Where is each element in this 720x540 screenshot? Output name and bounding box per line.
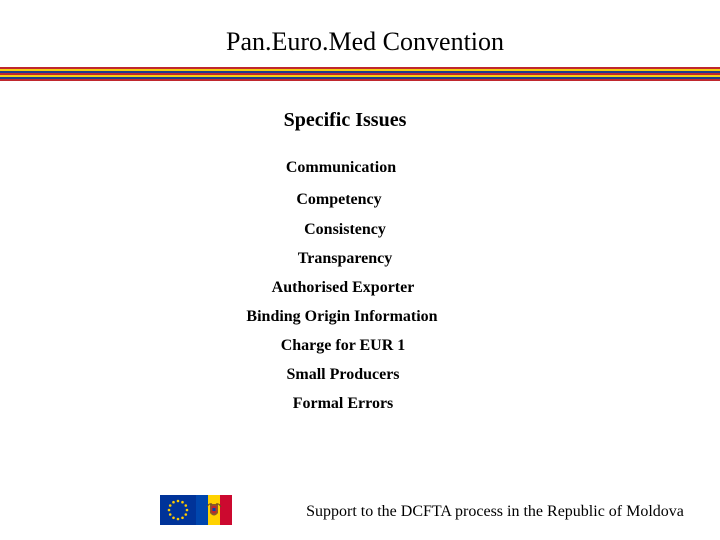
eu-flag-icon <box>160 495 196 525</box>
moldova-flag-icon <box>196 495 232 525</box>
eu-moldova-flags-logo <box>160 495 232 525</box>
issue-item: Binding Origin Information <box>246 308 438 325</box>
issue-item: Small Producers <box>286 366 400 383</box>
section-heading: Specific Issues <box>283 109 407 131</box>
issue-item: Authorised Exporter <box>271 279 415 296</box>
issue-item: Formal Errors <box>292 395 394 412</box>
stripe-red-bottom <box>0 79 720 81</box>
footer-caption: Support to the DCFTA process in the Republic of Moldova <box>306 503 684 520</box>
issue-item: Transparency <box>297 250 393 267</box>
issue-item: Competency <box>296 191 382 208</box>
tricolor-divider <box>0 67 720 81</box>
slide-title: Pan.Euro.Med Convention <box>225 27 505 56</box>
issue-item: Consistency <box>304 221 386 238</box>
issue-item: Charge for EUR 1 <box>280 337 406 354</box>
issue-item: Communication <box>285 159 397 176</box>
